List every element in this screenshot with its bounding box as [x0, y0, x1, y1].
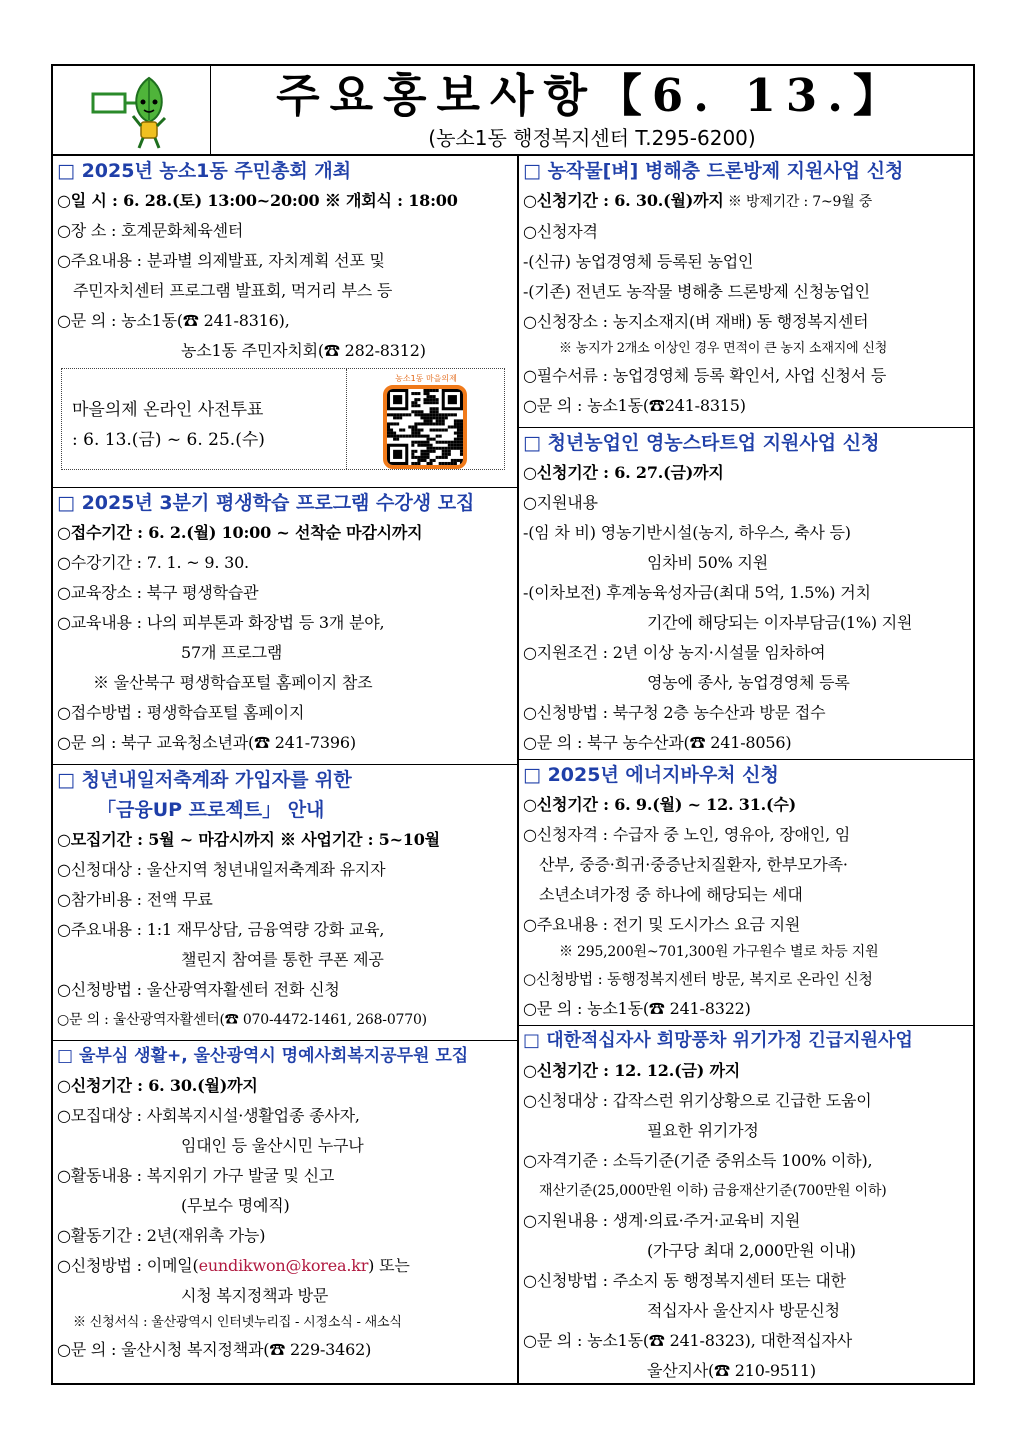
info-line: ○문 의 : 북구 교육청소년과(☎ 241-7396): [57, 733, 356, 752]
info-line: ○신청자격: [523, 222, 598, 241]
info-line: 적십자사 울산지사 방문신청: [647, 1301, 840, 1320]
info-line: ○교육내용 : 나의 피부톤과 화장법 등 3개 분야,: [57, 613, 385, 632]
info-line: 소년소녀가정 중 하나에 해당되는 세대: [539, 885, 803, 904]
info-line: ○신청기간 : 6. 30.(월)까지: [57, 1076, 258, 1095]
info-line: ○주요내용 : 분과별 의제발표, 자치계획 선포 및: [57, 251, 385, 270]
section-title: □ 대한적십자사 희망풍차 위기가정 긴급지원사업: [523, 1030, 913, 1051]
page-title: 주요홍보사항【6. 13.】: [276, 69, 908, 122]
info-line: ○참가비용 : 전액 무료: [57, 890, 213, 909]
info-line: -(임 차 비) 영농기반시설(농지, 하우스, 축사 등): [523, 523, 851, 542]
info-line: 임대인 등 울산시민 누구나: [181, 1136, 364, 1155]
info-line: ○신청자격 : 수급자 중 노인, 영유아, 장애인, 임: [523, 825, 851, 844]
info-line: ○신청방법 : 동행정복지센터 방문, 복지로 온라인 신청: [523, 970, 873, 988]
info-line: ○자격기준 : 소득기준(기준 중위소득 100% 이하),: [523, 1151, 873, 1170]
section-financial-up: [53, 765, 517, 1041]
info-line: ○모집대상 : 사회복지시설·생활업종 종사자,: [57, 1106, 360, 1125]
section-young-farmer: [519, 428, 973, 760]
info-line: ○문 의 : 울산광역자활센터(☎ 070-4472-1461, 268-0770): [57, 1012, 427, 1028]
text: ○신청방법 : 이메일(: [57, 1256, 199, 1275]
info-line: ○일 시 : 6. 28.(토) 13:00~20:00 ※ 개회식 : 18:00: [57, 191, 458, 210]
logo-cell: [53, 66, 211, 154]
section-energy-voucher: [519, 760, 973, 1026]
info-line: (가구당 최대 2,000만원 이내): [647, 1241, 856, 1260]
info-line: [53, 1251, 517, 1281]
section-title: □ 울부심 생활+, 울산광역시 명예사회복지공무원 모집: [57, 1046, 469, 1066]
info-line: 영농에 종사, 농업경영체 등록: [647, 673, 850, 692]
info-line: 임차비 50% 지원: [647, 553, 769, 572]
info-line: ○모집기간 : 5월 ~ 마감시까지 ※ 사업기간 : 5~10월: [57, 830, 440, 849]
info-line: -(이차보전) 후계농육성자금(최대 5억, 1.5%) 거치: [523, 583, 871, 602]
info-line: ○신청기간 : 12. 12.(금) 까지: [523, 1061, 740, 1080]
section-title: [53, 765, 517, 825]
email-link[interactable]: eundikwon@korea.kr: [198, 1256, 369, 1275]
section-red-cross-emergency: [519, 1026, 973, 1385]
info-line: ○수강기간 : 7. 1. ~ 9. 30.: [57, 553, 249, 572]
info-line: ○신청방법 : 북구청 2층 농수산과 방문 접수: [523, 703, 826, 722]
info-line: 챌린지 참여를 통한 쿠폰 제공: [181, 950, 384, 969]
online-vote-box[interactable]: [61, 368, 505, 470]
note-line: ※ 295,200원~701,300원 가구원수 별로 차등 지원: [559, 944, 879, 960]
info-line: 주민자치센터 프로그램 발표회, 먹거리 부스 등: [73, 281, 393, 300]
info-line: 울산지사(☎ 210-9511): [647, 1361, 816, 1380]
info-line: ○문 의 : 북구 농수산과(☎ 241-8056): [523, 733, 792, 752]
qr-code-icon[interactable]: [383, 385, 467, 469]
vote-title: 마을의제 온라인 사전투표: [72, 400, 264, 420]
info-line: ○주요내용 : 1:1 재무상담, 금융역량 강화 교육,: [57, 920, 385, 939]
section-lifelong-learning: [53, 488, 517, 765]
info-line: 산부, 중증·희귀·중증난치질환자, 한부모가족·: [539, 855, 848, 874]
info-line: ○장 소 : 호계문화체육센터: [57, 221, 244, 240]
info-line: 필요한 위기가정: [647, 1121, 759, 1140]
section-title-line1: □ 청년내일저축계좌 가입자를 위한: [57, 769, 352, 791]
info-line: ○활동내용 : 복지위기 가구 발굴 및 신고: [57, 1166, 335, 1185]
info-line: ○활동기간 : 2년(재위촉 가능): [57, 1226, 266, 1245]
section-title: □ 2025년 에너지바우처 신청: [523, 764, 779, 786]
text: ) 또는: [368, 1256, 410, 1275]
notice-page: [51, 64, 975, 1385]
info-line: ○신청대상 : 갑작스런 위기상황으로 긴급한 도움이: [523, 1091, 872, 1110]
left-column: [53, 156, 519, 1385]
info-line: (무보수 명예직): [181, 1196, 290, 1215]
info-line: ○신청대상 : 울산지역 청년내일저축계좌 유지자: [57, 860, 386, 879]
section-resident-assembly: [53, 156, 517, 488]
note-line: ※ 신청서식 : 울산광역시 인터넷누리집 - 시정소식 - 새소식: [73, 1315, 402, 1330]
info-line: ○문 의 : 농소1동(☎241-8315): [523, 396, 746, 415]
info-line: 기간에 해당되는 이자부담금(1%) 지원: [647, 613, 913, 632]
info-line: ○신청방법 : 울산광역자활센터 전화 신청: [57, 980, 340, 999]
header: [53, 66, 973, 156]
info-line: 시청 복지정책과 방문: [181, 1286, 329, 1305]
info-line: [519, 186, 973, 217]
section-title: □ 농작물[벼] 병해충 드론방제 지원사업 신청: [523, 160, 904, 182]
info-line: ○지원조건 : 2년 이상 농지·시설물 임차하여: [523, 643, 826, 662]
info-line: ○필수서류 : 농업경영체 등록 확인서, 사업 신청서 등: [523, 366, 887, 385]
info-line: ○접수방법 : 평생학습포털 홈페이지: [57, 703, 305, 722]
info-line: ○지원내용: [523, 493, 598, 512]
info-line: ○문 의 : 농소1동(☎ 241-8316),: [57, 311, 290, 330]
info-line: ※ 울산북구 평생학습포털 홈페이지 참조: [93, 673, 373, 692]
vote-period: : 6. 13.(금) ~ 6. 25.(수): [72, 430, 265, 450]
info-line: ○문 의 : 울산시청 복지정책과(☎ 229-3462): [57, 1340, 372, 1359]
text: ※ 방제기간 : 7~9월 중: [723, 194, 873, 210]
text: ○신청기간 : 6. 30.(월)까지: [523, 191, 724, 210]
info-line: ○접수기간 : 6. 2.(월) 10:00 ~ 선착순 마감시까지: [57, 523, 423, 542]
section-title: □ 2025년 농소1동 주민총회 개최: [57, 160, 352, 182]
info-line: ○신청방법 : 주소지 동 행정복지센터 또는 대한: [523, 1271, 846, 1290]
vote-text: [72, 395, 265, 455]
info-line: 농소1동 주민자치회(☎ 282-8312): [181, 341, 426, 360]
section-title: □ 2025년 3분기 평생학습 프로그램 수강생 모집: [57, 492, 475, 514]
info-line: ○주요내용 : 전기 및 도시가스 요금 지원: [523, 915, 801, 934]
section-drone-pest-control: [519, 156, 973, 428]
info-line: ○신청기간 : 6. 9.(월) ~ 12. 31.(수): [523, 795, 796, 814]
section-title-line2: 「금융UP 프로젝트」 안내: [97, 799, 325, 821]
info-line: ○신청장소 : 농지소재지(벼 재배) 동 행정복지센터: [523, 312, 869, 331]
info-line: 재산기준(25,000만원 이하) 금융재산기준(700만원 이하): [539, 1183, 887, 1199]
qr-caption: 농소1동 마을의제: [395, 374, 457, 383]
leaf-mascot-icon: [53, 66, 211, 154]
note-line: ※ 농지가 2개소 이상인 경우 면적이 큰 농지 소재지에 신청: [559, 341, 888, 356]
section-honorary-welfare: [53, 1041, 517, 1385]
info-line: 57개 프로그램: [181, 643, 283, 662]
qr-area: [346, 369, 504, 469]
info-line: -(신규) 농업경영체 등록된 농업인: [523, 252, 754, 271]
section-title: □ 청년농업인 영농스타트업 지원사업 신청: [523, 432, 880, 454]
page-subtitle: (농소1동 행정복지센터 T.295-6200): [428, 126, 756, 150]
info-line: ○신청기간 : 6. 27.(금)까지: [523, 463, 724, 482]
right-column: [519, 156, 973, 1385]
info-line: ○문 의 : 농소1동(☎ 241-8322): [523, 999, 751, 1018]
info-line: ○지원내용 : 생계·의료·주거·교육비 지원: [523, 1211, 801, 1230]
info-line: -(기존) 전년도 농작물 병해충 드론방제 신청농업인: [523, 282, 870, 301]
info-line: ○문 의 : 농소1동(☎ 241-8323), 대한적십자사: [523, 1331, 853, 1350]
info-line: ○교육장소 : 북구 평생학습관: [57, 583, 259, 602]
